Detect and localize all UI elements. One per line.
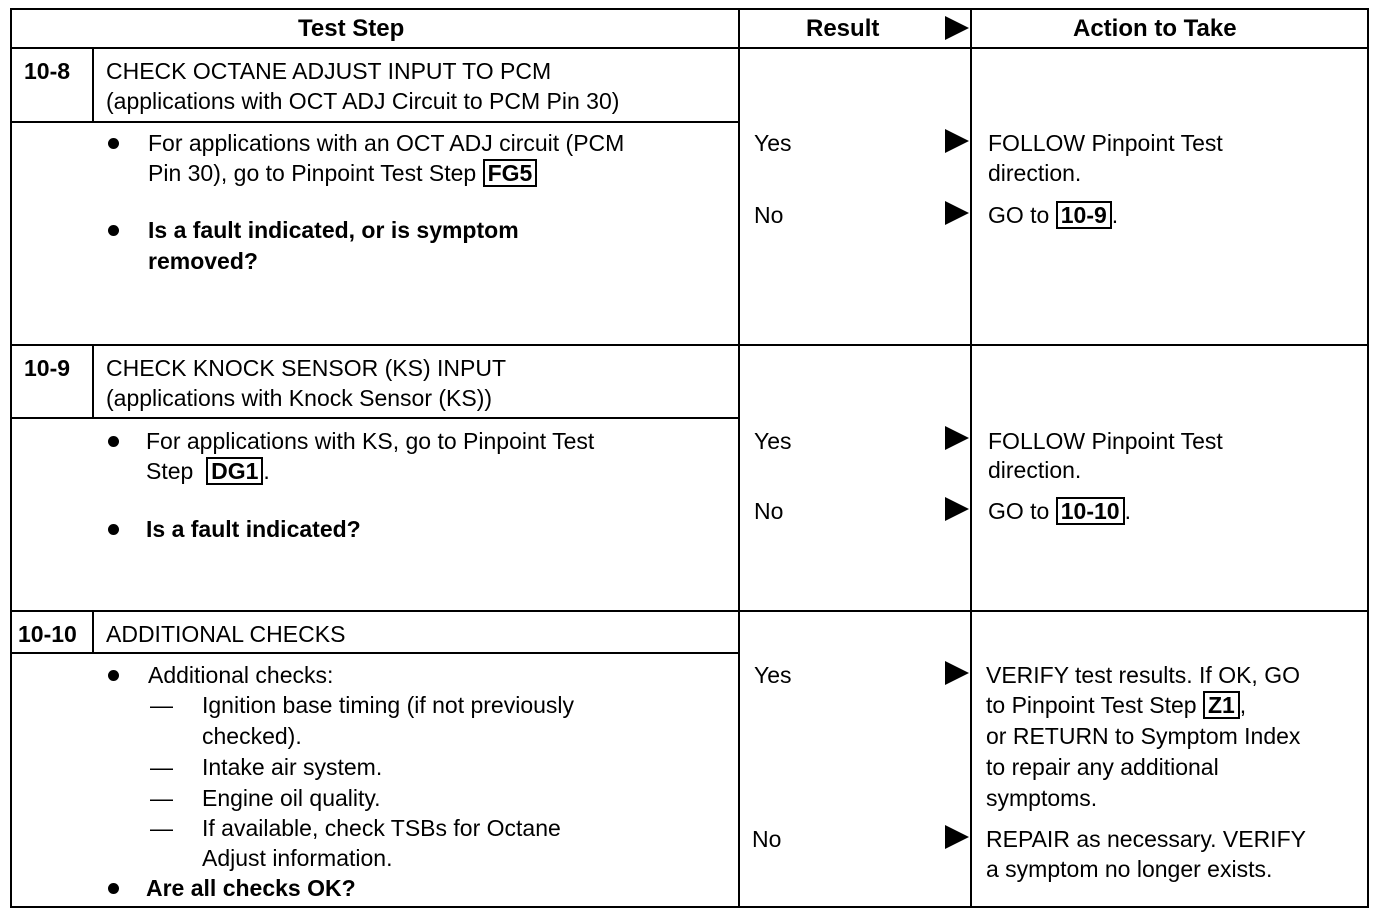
step-instruction-suffix: . bbox=[263, 458, 270, 484]
row-divider-2 bbox=[10, 610, 1369, 612]
sub-check-item: If available, check TSBs for Octane bbox=[202, 815, 561, 841]
action-yes-line3: or RETURN to Symptom Index bbox=[986, 723, 1301, 749]
action-no: REPAIR as necessary. VERIFY bbox=[986, 826, 1306, 852]
header-result: Result bbox=[806, 15, 880, 42]
result-arrow-icon bbox=[945, 661, 969, 685]
step-title-subline: (applications with OCT ADJ Circuit to PCM Pin 30) bbox=[106, 88, 620, 114]
action-column-rule bbox=[970, 8, 972, 908]
step-id-rule-1 bbox=[92, 48, 94, 122]
step-title-rule-3 bbox=[10, 652, 738, 654]
sub-check-item-cont: Adjust information. bbox=[202, 845, 393, 871]
step-instruction: For applications with an OCT ADJ circuit (PCM bbox=[148, 130, 625, 156]
dash-icon: — bbox=[150, 754, 173, 780]
action-yes-suffix: , bbox=[1239, 692, 1247, 718]
action-yes-line4: to repair any additional bbox=[986, 754, 1219, 780]
step-id: 10-8 bbox=[24, 58, 71, 84]
bullet-icon bbox=[108, 883, 119, 894]
table-border-right bbox=[1367, 8, 1369, 908]
step-instruction-line2 bbox=[148, 158, 537, 188]
action-yes-text: to Pinpoint Test Step bbox=[986, 692, 1197, 718]
sub-check-item: Ignition base timing (if not previously bbox=[202, 692, 575, 718]
action-no-line2: a symptom no longer exists. bbox=[986, 856, 1273, 882]
bullet-icon bbox=[108, 138, 119, 149]
result-no: No bbox=[752, 826, 782, 852]
action-no-suffix: . bbox=[1124, 498, 1131, 524]
table-border-bottom bbox=[10, 906, 1369, 908]
step-question: Is a fault indicated? bbox=[146, 516, 361, 542]
step-title-rule-2 bbox=[10, 417, 738, 419]
step-title-rule-1 bbox=[10, 121, 738, 123]
result-yes: Yes bbox=[754, 662, 792, 688]
result-arrow-icon bbox=[945, 497, 969, 521]
bullet-icon bbox=[108, 670, 119, 681]
sub-check-item: Intake air system. bbox=[202, 754, 383, 780]
bullet-icon bbox=[108, 524, 119, 535]
table-border-left bbox=[10, 8, 12, 908]
result-no: No bbox=[754, 498, 784, 524]
header-action: Action to Take bbox=[1073, 15, 1237, 42]
sub-check-item-cont: checked). bbox=[202, 723, 302, 749]
result-no: No bbox=[754, 202, 784, 228]
action-yes: FOLLOW Pinpoint Test bbox=[988, 428, 1223, 454]
row-divider-1 bbox=[10, 344, 1369, 346]
result-column-rule bbox=[738, 8, 740, 908]
step-question: Is a fault indicated, or is symptom bbox=[148, 217, 519, 243]
table-border-top bbox=[10, 8, 1369, 10]
step-question: Are all checks OK? bbox=[146, 875, 356, 901]
result-arrow-icon bbox=[945, 201, 969, 225]
step-title: ADDITIONAL CHECKS bbox=[106, 621, 346, 647]
bullet-icon bbox=[108, 225, 119, 236]
result-arrow-icon bbox=[945, 426, 969, 450]
result-arrow-icon bbox=[945, 129, 969, 153]
step-instruction-text: Pin 30), go to Pinpoint Test Step bbox=[148, 160, 477, 186]
action-yes-line2 bbox=[986, 690, 1246, 720]
action-no-text: GO to bbox=[988, 498, 1050, 524]
step-id: 10-10 bbox=[18, 621, 77, 647]
step-instruction-line2 bbox=[146, 456, 270, 486]
action-no bbox=[988, 200, 1118, 230]
step-title-subline: (applications with Knock Sensor (KS)) bbox=[106, 385, 493, 411]
step-instruction-text: Step bbox=[146, 458, 194, 484]
header-arrow-icon bbox=[945, 16, 969, 40]
step-question-line2: removed? bbox=[148, 248, 258, 274]
pinpoint-ref: FG5 bbox=[483, 159, 538, 187]
dash-icon: — bbox=[150, 692, 173, 718]
dash-icon: — bbox=[150, 785, 173, 811]
bullet-icon bbox=[108, 436, 119, 447]
pinpoint-ref: DG1 bbox=[206, 457, 263, 485]
result-arrow-icon bbox=[945, 825, 969, 849]
step-title: CHECK OCTANE ADJUST INPUT TO PCM bbox=[106, 58, 552, 84]
header-test-step: Test Step bbox=[298, 15, 405, 42]
step-id-rule-3 bbox=[92, 611, 94, 653]
step-instruction: Additional checks: bbox=[148, 662, 334, 688]
result-yes: Yes bbox=[754, 130, 792, 156]
pinpoint-ref: Z1 bbox=[1203, 691, 1240, 719]
step-id-rule-2 bbox=[92, 345, 94, 418]
action-yes: VERIFY test results. If OK, GO bbox=[986, 662, 1300, 688]
action-yes-line2: direction. bbox=[988, 160, 1082, 186]
pinpoint-ref: 10-10 bbox=[1056, 497, 1125, 525]
step-title: CHECK KNOCK SENSOR (KS) INPUT bbox=[106, 355, 506, 381]
header-bottom-rule bbox=[10, 47, 1369, 49]
action-no-suffix: . bbox=[1111, 202, 1119, 228]
action-yes-line5: symptoms. bbox=[986, 785, 1098, 811]
dash-icon: — bbox=[150, 815, 173, 841]
action-no bbox=[988, 496, 1131, 526]
sub-check-item: Engine oil quality. bbox=[202, 785, 381, 811]
result-yes: Yes bbox=[754, 428, 792, 454]
step-id: 10-9 bbox=[24, 355, 71, 381]
action-no-text: GO to bbox=[988, 202, 1050, 228]
action-yes: FOLLOW Pinpoint Test bbox=[988, 130, 1223, 156]
action-yes-line2: direction. bbox=[988, 457, 1082, 483]
pinpoint-ref: 10-9 bbox=[1056, 201, 1112, 229]
step-instruction: For applications with KS, go to Pinpoint Test bbox=[146, 428, 595, 454]
